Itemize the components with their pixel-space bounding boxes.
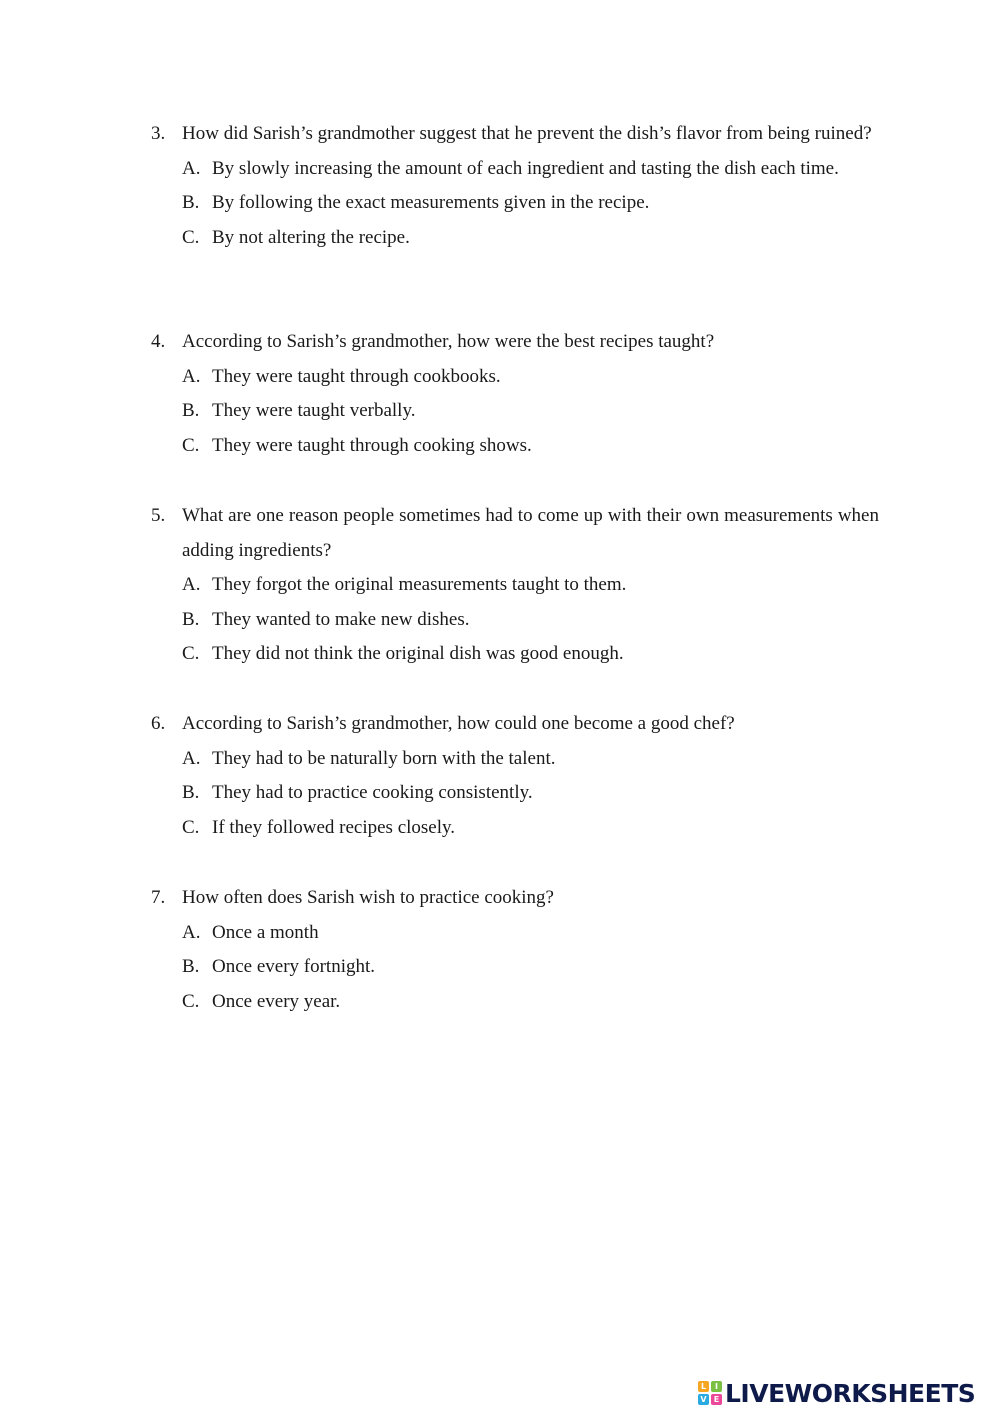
option-text: They had to be naturally born with the talent. [212,747,556,769]
question-stem [151,117,879,152]
option-text: They were taught through cookbooks. [212,365,501,387]
option-a[interactable] [182,152,879,187]
option-c[interactable] [182,637,879,672]
logo-icon [698,1381,722,1405]
option-letter: B. [182,956,200,977]
option-text: By slowly increasing the amount of each ingredient and tasting the dish each time. [212,157,839,179]
question-number: 4. [151,331,166,352]
option-c[interactable] [182,429,879,464]
answer-options [151,360,879,464]
question-text: According to Sarish’s grandmother, how were the best recipes taught? [182,331,715,352]
question-4 [151,325,879,463]
option-letter: C. [182,816,200,838]
option-text: They were taught verbally. [212,400,416,421]
liveworksheets-logo [698,1378,975,1408]
option-b[interactable] [182,776,879,811]
option-b[interactable] [182,950,879,985]
option-letter: A. [182,365,201,387]
question-stem [151,325,879,360]
option-text: Once every year. [212,990,341,1012]
question-number: 5. [151,505,166,526]
question-5 [151,499,879,672]
option-c[interactable] [182,985,879,1020]
option-text: They did not think the original dish was good enough. [212,643,624,664]
question-text: What are one reason people sometimes had to come up with their own measurements when adding ingredients? [182,505,879,561]
option-a[interactable] [182,916,879,951]
option-letter: A. [182,157,201,179]
option-text: Once a month [212,921,319,943]
logo-tile-l: L [698,1381,709,1392]
option-c[interactable] [182,811,879,846]
option-text: Once every fortnight. [212,956,376,977]
option-b[interactable] [182,186,879,221]
question-text: How did Sarish’s grandmother suggest that he prevent the dish’s flavor from being ruined? [182,123,872,144]
option-letter: A. [182,574,201,595]
answer-options [151,742,879,846]
option-text: By following the exact measurements given in the recipe. [212,192,650,213]
answer-options [151,152,879,256]
option-text: They forgot the original measurements taught to them. [212,574,627,595]
question-stem [151,881,879,916]
answer-options [151,916,879,1020]
logo-tile-e: E [711,1394,722,1405]
question-6 [151,707,879,845]
question-text: How often does Sarish wish to practice cooking? [182,887,554,908]
question-3 [151,117,879,255]
option-letter: B. [182,400,200,421]
logo-tile-i: I [711,1381,722,1392]
option-letter: B. [182,192,200,213]
question-stem [151,499,879,568]
option-letter: B. [182,608,200,630]
option-b[interactable] [182,394,879,429]
question-number: 6. [151,713,166,734]
answer-options [151,568,879,672]
brand-name: LIVEWORKSHEETS [725,1378,976,1408]
option-letter: A. [182,747,201,769]
option-text: By not altering the recipe. [212,226,410,248]
question-number: 3. [151,123,166,144]
option-c[interactable] [182,221,879,256]
option-letter: A. [182,921,201,943]
option-a[interactable] [182,742,879,777]
option-text: They had to practice cooking consistently. [212,782,533,803]
question-stem [151,707,879,742]
option-a[interactable] [182,568,879,603]
option-b[interactable] [182,603,879,638]
logo-tile-v: V [698,1394,709,1405]
option-letter: C. [182,226,200,248]
question-text: According to Sarish’s grandmother, how could one become a good chef? [182,713,735,734]
option-text: If they followed recipes closely. [212,816,456,838]
option-text: They wanted to make new dishes. [212,608,470,630]
option-a[interactable] [182,360,879,395]
question-number: 7. [151,887,166,908]
question-7 [151,881,879,1019]
option-letter: C. [182,990,200,1012]
option-letter: C. [182,643,200,664]
option-letter: B. [182,782,200,803]
option-text: They were taught through cooking shows. [212,434,532,456]
option-letter: C. [182,434,200,456]
